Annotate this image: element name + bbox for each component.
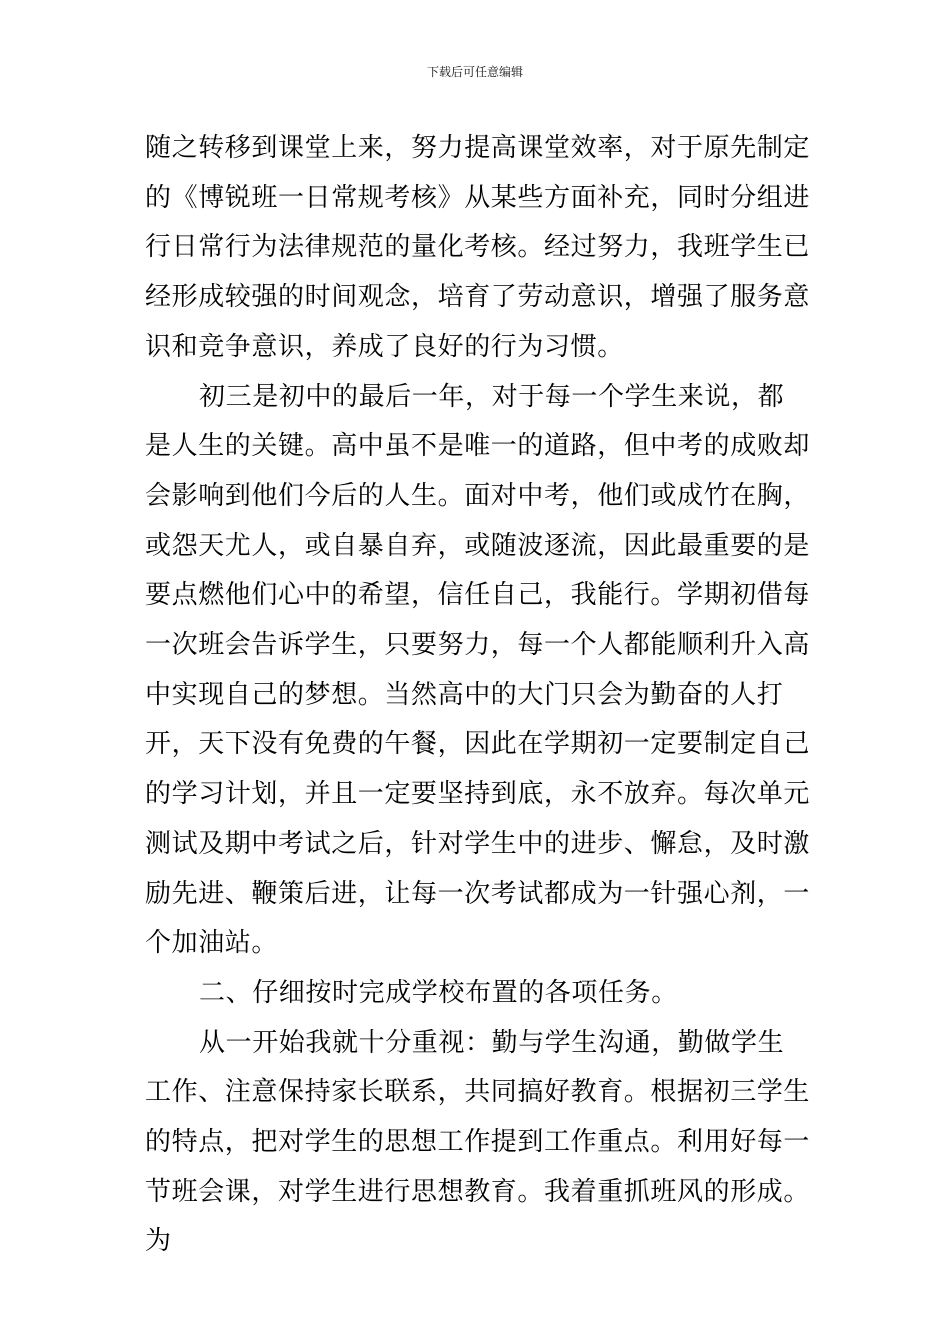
paragraph-1: 随之转移到课堂上来，努力提高课堂效率，对于原先制定的《博锐班一日常规考核》从某些方面补充，同时分组进行日常行为法律规范的量化考核。经过努力，我班学生已经形成较强的时间观念，培育了劳动意识，增强了服务意识和竞争意识，养成了良好的行为习惯。 [145, 133, 811, 362]
paragraph-2: 初三是初中的最后一年，对于每一个学生来说，都是人生的关键。高中虽不是唯一的道路，但中考的成败却会影响到他们今后的人生。面对中考，他们或成竹在胸，或怨天尤人，或自暴自弃，或随波逐流，因此最重要的是要点燃他们心中的希望，信任自己，我能行。学期初借每一次班会告诉学生，只要努力，每一个人都能顺利升入高中实现自己的梦想。当然高中的大门只会为勤奋的人打开，天下没有免费的午餐，因此在学期初一定要制定自己的学习计划，并且一定要坚持到底，永不放弃。每次单元测试及期中考试之后，针对学生中的进步、懈怠，及时激励先进、鞭策后进，让每一次考试都成为一针强心剂，一个加油站。 [145, 381, 811, 959]
paragraph-3: 从一开始我就十分重视：勤与学生沟通，勤做学生工作、注意保持家长联系，共同搞好教育。根据初三学生的特点，把对学生的思想工作提到工作重点。利用好每一节班会课，对学生进行思想教育。我着重抓班风的形成。为 [145, 1027, 811, 1257]
section-heading: 二、仔细按时完成学校布置的各项任务。 [199, 977, 678, 1008]
page-header: 下载后可任意编辑 [426, 65, 523, 79]
document-body [145, 124, 810, 1267]
